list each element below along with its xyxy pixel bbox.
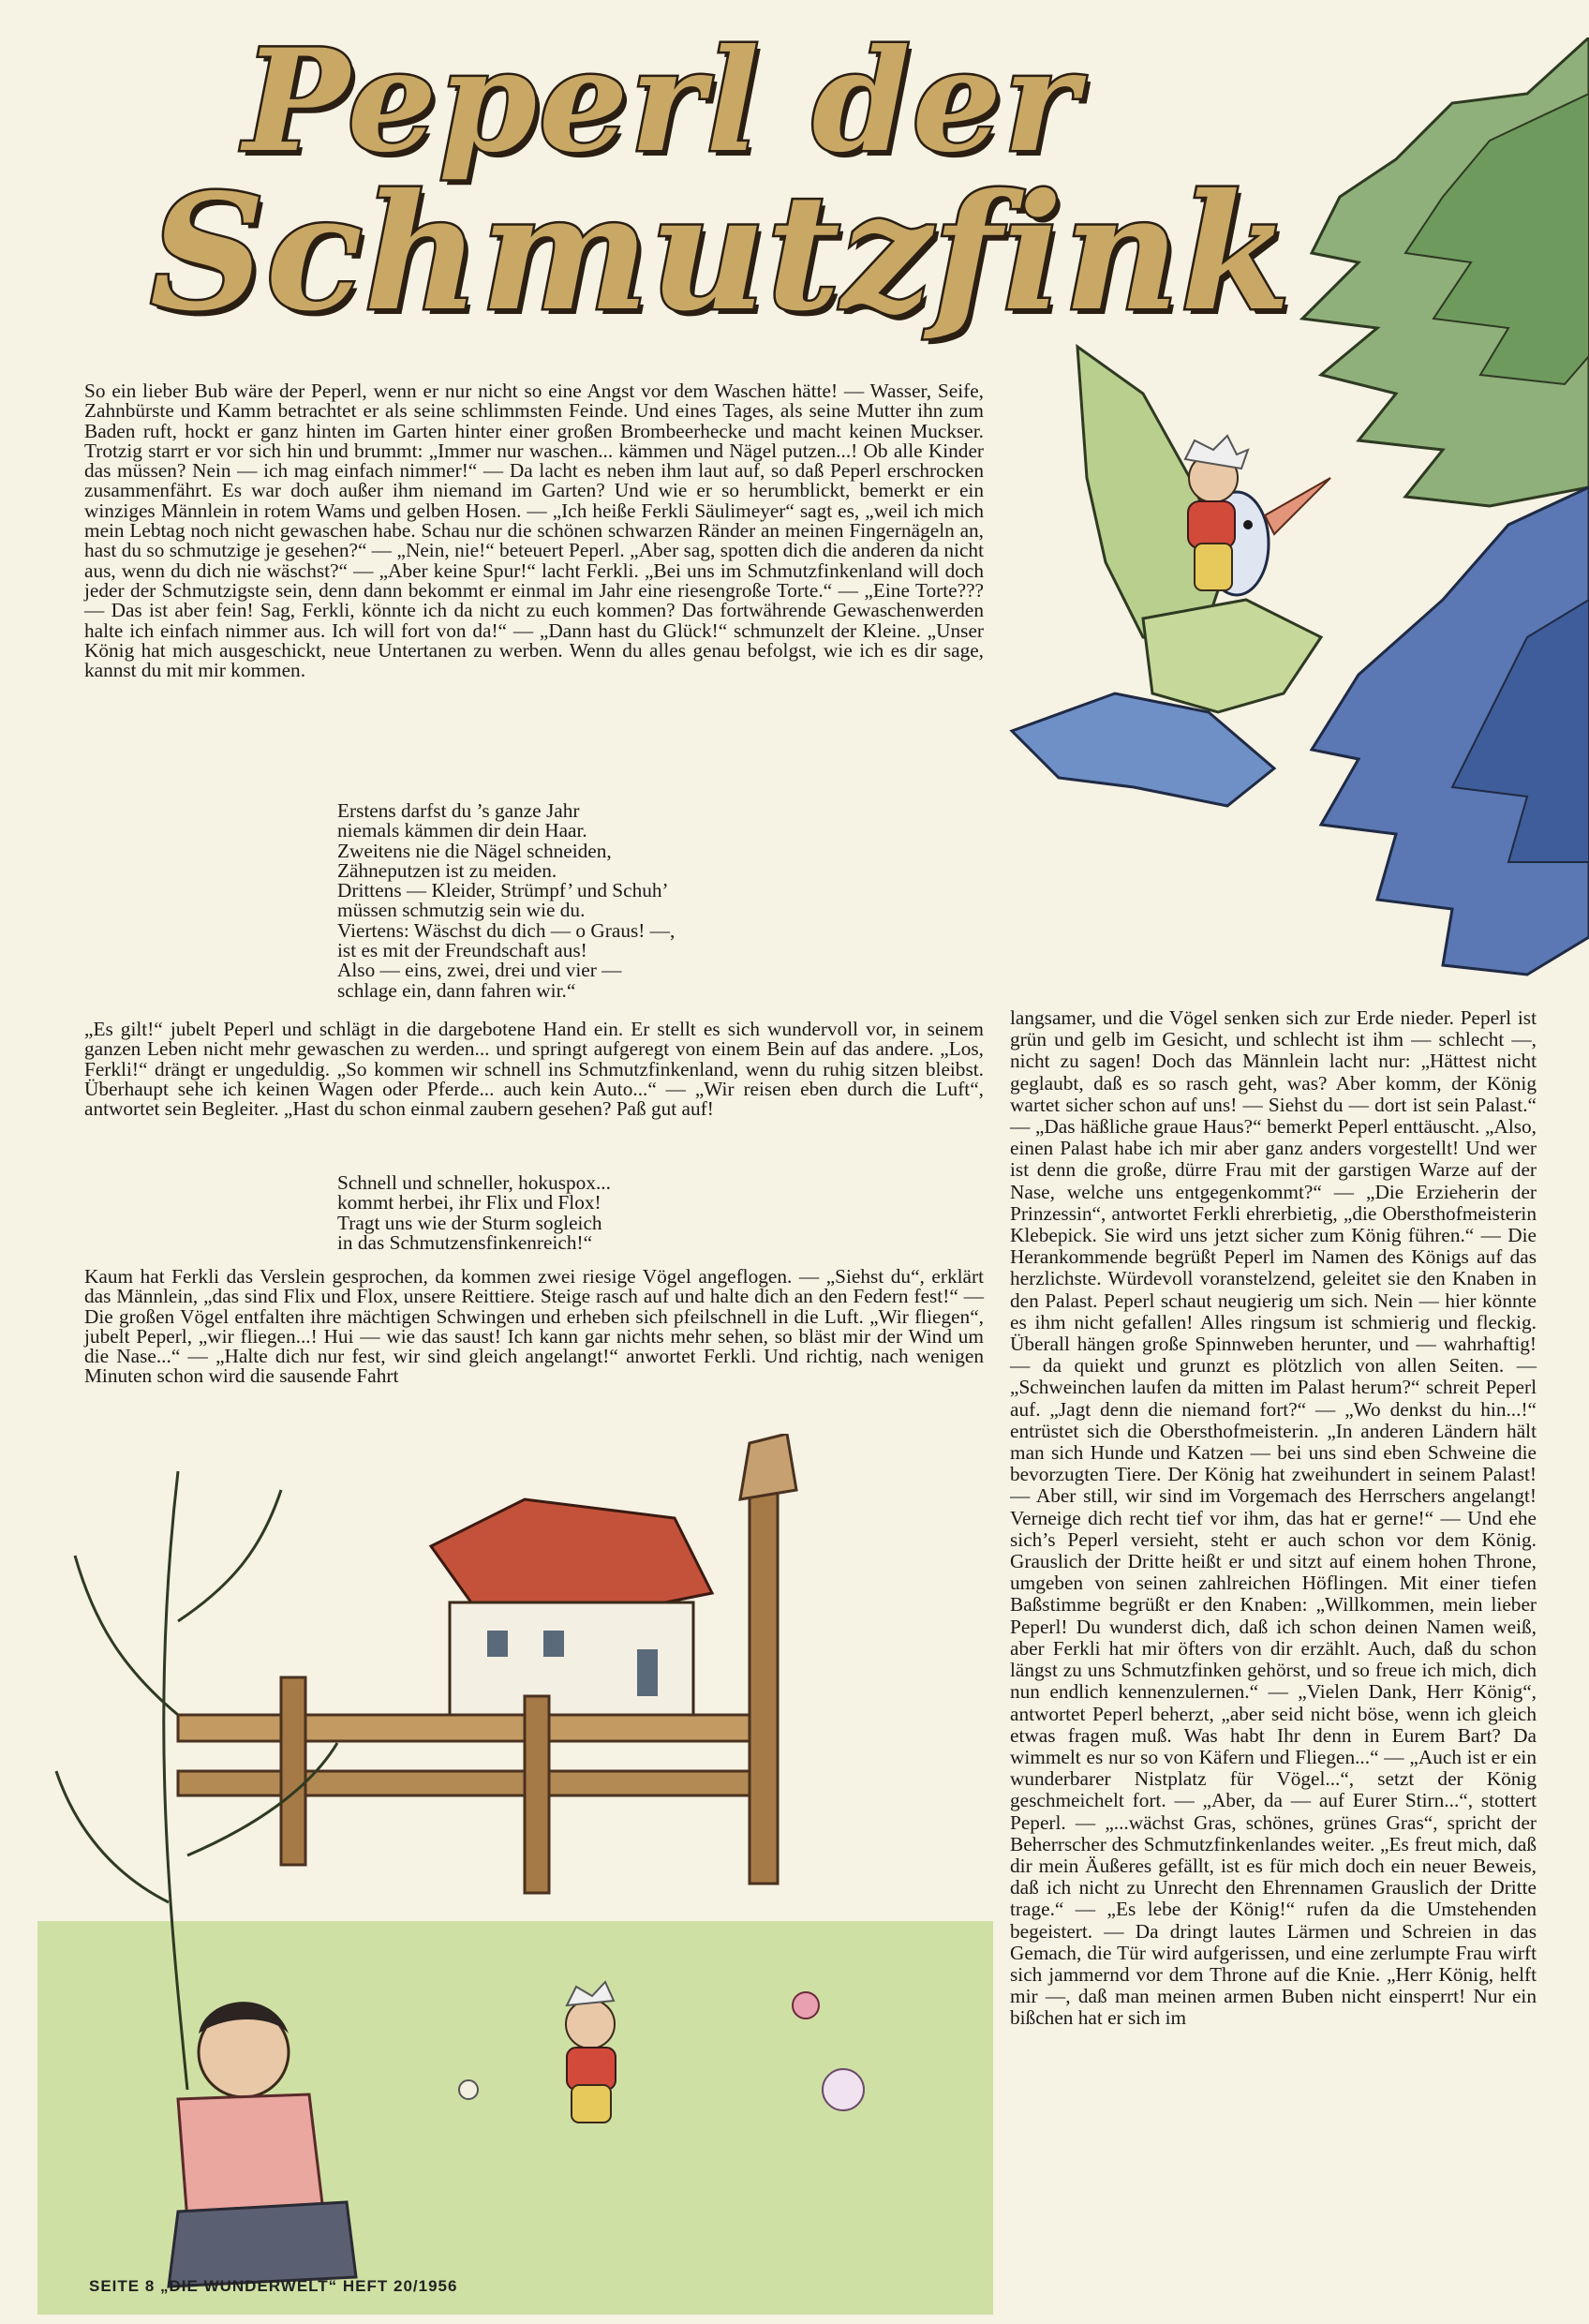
large-bird-wing bbox=[1302, 37, 1589, 975]
middle-text bbox=[84, 1020, 984, 1119]
continuation-text bbox=[1010, 1007, 1537, 2030]
page-footer: SEITE 8 „DIE WUNDERWELT“ HEFT 20/1956 bbox=[89, 2277, 458, 2295]
intro-text bbox=[84, 381, 984, 680]
continuation-paragraph: langsamer, und die Vögel senken sich zur Erde nieder. Peperl ist grün und gelb im Gesicht, und schlecht ist ihm — schlecht —, nicht zu sagen! Doch das Männlein lacht nur: „Hättest nicht geglaubt, daß es so rasch geht, was? Aber komm, der König wartet sicher schon auf uns! — Siehst du — dort ist sein Palast.“ — „Das häßliche graue Haus?“ bemerkt Peperl enttäuscht. „Also, einen Palast habe ich mir aber ganz anders vorgestellt! Und wer ist denn die große, dürre Frau mit der garstigen Warze auf der Nase, welche uns entgegenkommt?“ — „Die Erzieherin der Prinzessin“, antwortet Ferkli ehrerbietig, „die Obersthofmeisterin Klebepick. Sie wird uns jetzt sicher zum König führen.“ — Die Herankommende begrüßt Peperl im Namen des Königs auf das herzlichste. Würdevoll voranstelzend, geleitet sie den Knaben in den Palast. Peperl schaut neugierig um sich. Nein — hier könnte es ihm nicht gefallen! Alles ringsum ist schmierig und fleckig. Überall hängen große Spinnweben herunter, und — wahrhaftig! — da quiekt und grunzt es plötzlich von allen Seiten. — „Schweinchen laufen da mitten im Palast herum?“ schreit Peperl auf. „Jagt denn die niemand fort?“ — „Wo denkst du hin...!“ entrüstet sich die Obersthofmeisterin. „In anderen Ländern hält man sich Hunde und Katzen — bei uns sind eben Schweine die bevorzugten Tiere. Der König hat zweihundert in seinem Palast! — Aber still, wir sind im Vorgemach des Herrschers angelangt! Verneige dich recht tief vor ihm, das hat er gerne!“ — Und ehe sich’s Peperl versieht, steht er auch schon vor dem König. Grauslich der Dritte heißt er und sitzt auf einem hohen Throne, umgeben von seinen zahlreichen Höflingen. Mit einer tiefen Baßstimme begrüßt er den Knaben: „Willkommen, mein lieber Peperl! Du wunderst dich, daß ich schon deinen Namen weiß, aber Ferkli hat mir öfters von dir erzählt. Auch, daß du schon längst zu uns Schmutzfinken gehörst, und so freue ich mich, dich nun endlich kennenzulernen.“ — „Vielen Dank, Herr König“, antwortet Peperl beherzt, „aber seid nicht böse, wenn ich gleich etwas fragen muß. Was habt Ihr denn in Eurem Bart? Da wimmelt es nur so von Käfern und Fliegen...“ — „Auch ist er ein wunderbarer Nistplatz für Vögel...“, setzt der König geschmeichelt fort. — „Aber, da — auf Eurer Stirn...“, stottert Peperl. — „...wächst Gras, schönes, grünes Gras“, spricht der Beherrscher des Schmutzfinkenlandes weiter. „Es freut mich, daß dir mein Äußeres gefällt, ist es für mich doch ein neuer Beweis, daß ich nicht zu Unrecht den Ehrennamen Grauslich der Dritte trage.“ — „Es lebe der König!“ rufen da die Umstehenden begeistert. — Da dringt lautes Lärmen und Schreien in das Gemach, die Tür wird aufgerissen, und eine zerlumpte Frau wirft sich jammernd vor dem Throne auf die Knie. „Herr König, helft mir —, daß man meinen armen Buben nicht einsperrt! Nur ein bißchen hat er sich im bbox=[1010, 1006, 1537, 2030]
rules-poem: Erstens darfst du ’s ganze Jahr niemals kämmen dir dein Haar. Zweitens nie die Nägel schneiden, Zähneputzen ist zu meiden. Drittens — Kleider, Strümpf’ und Schuh’ müssen schmutzig sein wie du. Viertens: Wäschst du dich — o Graus! —, ist es mit der Freundschaft aus! Also — eins, zwei, drei und vier — schlage ein, dann fahren wir.“ bbox=[337, 799, 676, 1002]
title-line-2: Schmutzfink bbox=[150, 159, 1292, 347]
garden-illustration bbox=[37, 1434, 993, 2315]
house bbox=[431, 1499, 712, 1715]
flying-birds-illustration bbox=[1002, 37, 1589, 993]
story-title bbox=[141, 19, 1292, 347]
flight-text bbox=[84, 1267, 984, 1387]
spell-poem: Schnell und schneller, hokuspox... kommt herbei, ihr Flix und Flox! Tragt uns wie der Sturm sogleich in das Schmutzensfinkenreich!“ bbox=[337, 1171, 611, 1254]
small-bird bbox=[1012, 347, 1330, 806]
intro-paragraph: So ein lieber Bub wäre der Peperl, wenn er nur nicht so eine Angst vor dem Waschen hätte! — Wasser, Seife, Zahnbürste und Kamm betrachtet er als seine schlimmsten Feinde. Und eines Tages, als seine Mutter ihn zum Baden ruft, hockt er ganz hinten im Garten hinter einer großen Brombeerhecke und macht keinen Muckser. Trotzig starrt er vor sich hin und brummt: „Immer nur waschen... kämmen und Nägel putzen...! Ob alle Kinder das müssen? Nein — ich mag einfach nimmer!“ — Da lacht es neben ihm laut auf, so daß Peperl erschrocken zusammenfährt. Es war doch außer ihm niemand im Garten? Und wie er so herumblickt, bemerkt er ein winziges Männlein in rotem Wams und gelben Hosen. — „Ich heiße Ferkli Säulimeyer“ sagt es, „weil ich mich mein Lebtag noch nicht gewaschen habe. Schau nur die schönen schwarzen Ränder an meinen Fingernägeln an, hast du so schmutzige je gesehen?“ — „Nein, nie!“ beteuert Peperl. „Aber sag, spotten dich die anderen da nicht aus, wenn du dich nie wäschst?“ — „Aber keine Spur!“ lacht Ferkli. „Bei uns im Schmutzfinkenland will doch jeder der Schmutzigste sein, denn dann bekommt er einmal im Jahr eine riesengroße Torte.“ — „Eine Torte??? — Das ist aber fein! Sag, Ferkli, könnte ich da nicht zu euch kommen? Das fortwährende Gewaschenwerden halte ich einfach nimmer aus. Ich will fort von da!“ — „Dann hast du Glück!“ schmunzelt der Kleine. „Unser König hat mich ausgeschickt, neue Untertanen zu werben. Wenn du alles genau befolgst, wie ich es dir sage, kannst du mit mir kommen. bbox=[84, 380, 984, 682]
title-line-1: Peperl der bbox=[244, 19, 1080, 184]
middle-paragraph: „Es gilt!“ jubelt Peperl und schlägt in die dargebotene Hand ein. Er stellt es sich wundervoll vor, in seinem ganzen Leben nicht mehr gewaschen zu werden... und springt aufgeregt von einem Bein auf das andere. „Los, Ferkli!“ drängt er ungeduldig. „So kommen wir schnell ins Schmutzfinkenland, wenn du ruhig sitzen bleibst. Überhaupt sehe ich keinen Wagen oder Pferde... auch kein Auto...“ — „Wir reisen eben durch die Luft“, antwortet sein Begleiter. „Hast du schon einmal zaubern gesehen? Paß gut auf! bbox=[84, 1018, 984, 1121]
flight-paragraph: Kaum hat Ferkli das Verslein gesprochen, da kommen zwei riesige Vögel angeflogen. — „Siehst du“, erklärt das Männlein, „das sind Flix und Flox, unsere Reittiere. Steige rasch auf und halte dich an den Federn fest!“ — Die großen Vögel entfalten ihre mächtigen Schwingen und erheben sich pfeilschnell in die Luft. „Wir fliegen“, jubelt Peperl, „wir fliegen...! Hui — wie das saust! Ich kann gar nichts mehr sehen, so bläst mir der Wind um die Nase...“ — „Halte dich nur fest, wir sind gleich angelangt!“ anwortet Ferkli. Und richtig, nach wenigen Minuten schon wird die sausende Fahrt bbox=[84, 1265, 984, 1388]
